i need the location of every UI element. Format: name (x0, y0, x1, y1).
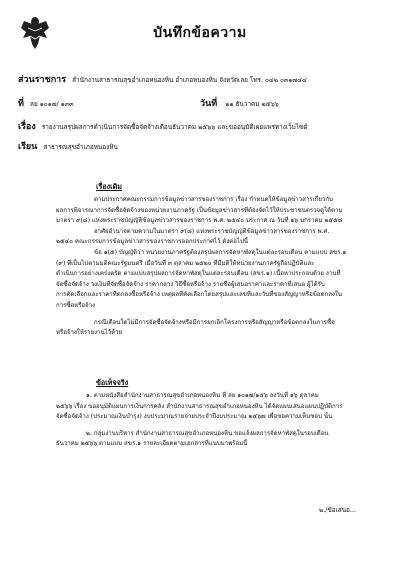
background-line: อาศัยอำนาจตามความในมาตรา ๙(๘) แห่งพระราชบัญญัติข้อมูลข่าวสารของราชการ พ.ศ. (94, 227, 330, 235)
ref-label: ที่ (18, 99, 24, 109)
background-line: ตามประกาศคณะกรรมการข้อมูลข่าวสารของราชการ เรื่อง กำหนดให้ข้อมูลข่าวสารเกี่ยวกับ (94, 196, 333, 203)
facts-line: ธันวาคม ๒๕๖๖ ตามแบบ สขร.๑ รายละเอียดตามเอกสารที่แนบมาพร้อมนี้ (56, 440, 248, 448)
facts-line: ๑. ตามหนังสือสำนักงานสาธารณสุขอำเภอหนองหิน ที่ ลย ๑๐๑๗/๑๕๖ ลงวันที่ ๑๖ ตุลาคม (86, 392, 319, 399)
date-label: วันที่ (200, 99, 218, 109)
date-value: ๒๑ ธันวาคม ๒๕๖๖ (225, 100, 279, 108)
background-heading: เรื่องเดิม (96, 182, 123, 191)
ref-value: ลย ๑๐๑๗/ ๑๓๓ (30, 100, 74, 108)
continuation-note: ๒./ข้อเสนอ... (319, 506, 356, 514)
subject-row (18, 119, 384, 133)
to-row (18, 139, 384, 153)
facts-line: จัดซื้อจัดจ้าง (ประมาณเงินบำรุง) งบประมาณรายจ่ายประจำปีงบประมาณ ๒๕๖๗ เพื่อขอความเห็นชอบ นั้น (56, 413, 333, 421)
background-paragraph (56, 195, 374, 339)
background-line: กรณีเดือนใดไม่มีการจัดซื้อจัดจ้างหรือมีการยกเลิกโครงการหรือสัญญาหรือข้อตกลงในการซื้อ (94, 318, 335, 326)
memo-title: บันทึกข้อความ (153, 25, 247, 41)
background-line: จัดซื้อจัดจ้าง วงเงินที่จัดซื้อจัดจ้าง ราคากลาง วิธีซื้อหรือจ้าง รายชื่อผู้เสนอราคาและราคาที่เสนอ ผู้ได้รับ (56, 280, 325, 288)
subject-value: รายงานสรุปผลการดำเนินการจัดซื้อจัดจ้างเดือนธันวาคม ๒๕๖๖ และขออนุมัติเผยแพร่ทางเว็บไซต์ (41, 123, 308, 131)
facts-line: ๒. กลุ่มงานบริหาร สำนักงานสาธารณสุขอำเภอหนองหิน ขอแจ้งผลการจัดหาพัสดุในรอบเดือน (86, 429, 329, 437)
subject-label: เรื่อง (18, 122, 36, 132)
background-line: การซื้อหรือจ้าง (56, 301, 96, 309)
to-value: สาธารณสุขอำเภอหนองหิน (43, 143, 118, 151)
background-line: ผลการพิจารณาการจัดซื้อจัดจ้างของหน่วยงานภาครัฐ เป็นข้อมูลข่าวสารที่ต้องจัดไว้ให้ประชาชนตรวจดูได้ตาม (56, 206, 343, 214)
background-line: ๒๕๔๐ คณะกรรมการข้อมูลข่าวสารของราชการออกประกาศไว้ ดังต่อไปนี้ (56, 238, 249, 246)
agency-value: สำนักงานสาธารณสุขอำเภอหนองหิน อำเภอหนองหิน จังหวัดเลย โทร. ๐๔๒ ๐๓๑๗๔๔ (72, 76, 307, 84)
date-row (200, 96, 384, 110)
background-line: (๙) ที่เป็นไปตามมติคณะรัฐมนตรี เมื่อวันที่ ๓ ตุลาคม ๒๕๒๐ ที่มีมติให้หน่วยงานภาครัฐถือปฏิบัติและ (56, 259, 315, 267)
facts-heading: ข้อเท็จจริง (96, 378, 129, 387)
background-line: หรือจ้างให้รายงานไว้ด้วย (56, 329, 123, 337)
background-line: มาตรา ๙(๘) แห่งพระราชบัญญัติข้อมูลข่าวสารของราชการ พ.ศ. ๒๕๔๐ ประกาศ ณ วันที่ ๑๖ มกราคม ๒๕๕๘ (56, 217, 343, 225)
facts-paragraph (56, 391, 374, 450)
background-line: ข้อ ๑(๕) บัญญัติว่า หน่วยงานภาครัฐต้องสรุปผลการจัดหาพัสดุในแต่ละรอบเดือน ตามแบบ สขร.๑ (94, 248, 347, 256)
background-line: การคัดเลือกและราคาที่ตกลงซื้อหรือจ้าง เหตุผลที่คัดเลือกโดยสรุปและเลขที่และวันที่ของสัญญาหรือข้อตกลงใน (56, 291, 343, 299)
to-label: เรียน (18, 142, 38, 152)
agency-label: ส่วนราชการ (18, 75, 67, 85)
agency-row (18, 72, 384, 86)
facts-line: ๒๕๖๖ เรื่อง ขออนุมัติแผนการเงินการคลัง สำนักงานสาธารณสุขอำเภอหนองหิน ได้จัดแผนเสนอแผนปฏิบัติการ (56, 402, 343, 410)
background-line: ดำเนินการอย่างเคร่งครัด ตามแบบสรุปผลการจัดหาพัสดุในแต่ละรอบเดือน (สขร.๑) เนื้อหาประกอบด้วย งานที่ (56, 270, 341, 278)
